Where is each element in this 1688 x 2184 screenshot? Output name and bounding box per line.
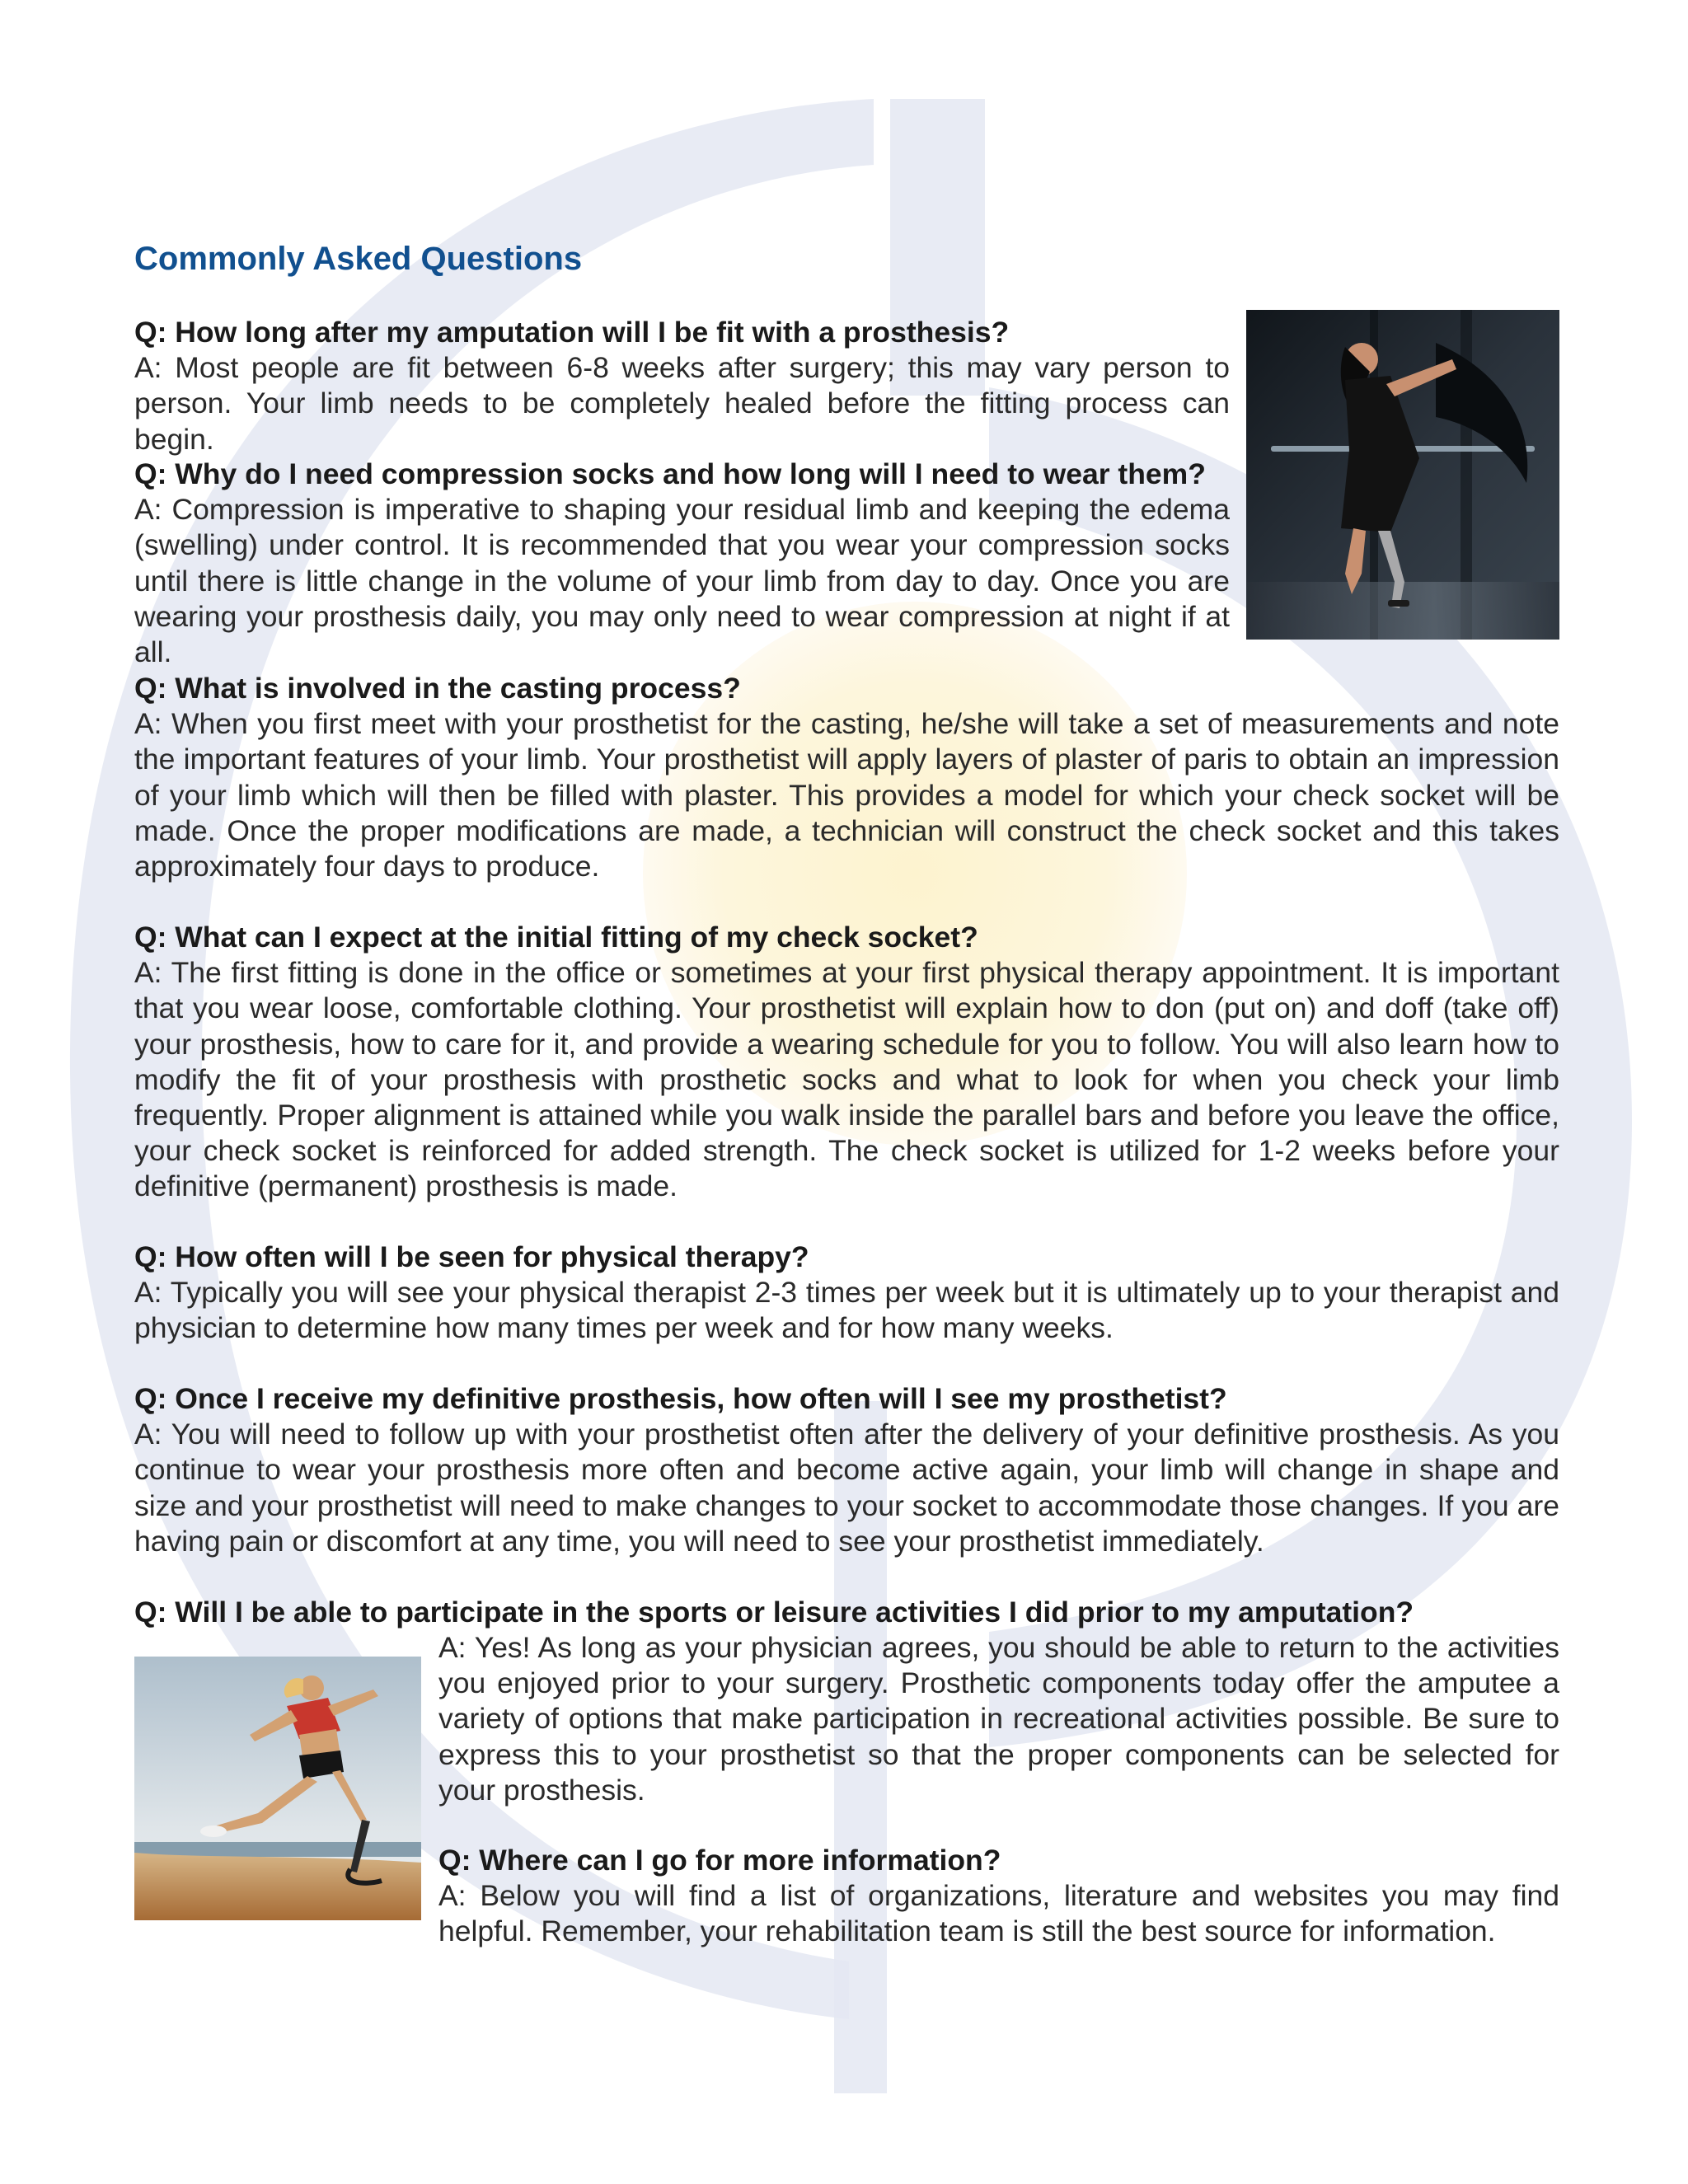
qa-item-fitting-time bbox=[134, 315, 1230, 457]
answer-text: A: Compression is imperative to shaping your residual limb and keeping the edema (swelling) under control. It is recommended that you wear your compression socks until there is little change in the volume of your limb from day to day. Once you are wearing your prosthesis daily, you may only need to wear compression at night if at all. bbox=[134, 493, 1230, 669]
qa-item-more-information bbox=[438, 1843, 1559, 1950]
question-text: Q: Why do I need compression socks and how long will I need to wear them? bbox=[134, 457, 1206, 490]
answer-text: A: Typically you will see your physical therapist 2-3 times per week but it is ultimately up to your therapist and physician to determine how many times per week and for how many weeks. bbox=[134, 1276, 1559, 1345]
qa-item-casting-process bbox=[134, 671, 1559, 884]
answer-text: A: Yes! As long as your physician agrees, you should be able to return to the activities you enjoyed prior to your surgery. Prosthetic components today offer the amputee a variety of options that make participation in recreational activities possible. Be sure to express this to your prosthetist so that the proper components can be selected for your prosthesis. bbox=[438, 1631, 1559, 1807]
answer-text: A: Most people are fit between 6-8 weeks after surgery; this may vary person to person. Your limb needs to be completely healed before the fitting process can begin. bbox=[134, 351, 1230, 456]
question-text: Q: Where can I go for more information? bbox=[438, 1844, 1001, 1877]
qa-item-sports-answer bbox=[438, 1630, 1559, 1808]
qa-item-sports-question bbox=[134, 1595, 1559, 1630]
answer-text: A: You will need to follow up with your prosthetist often after the delivery of your definitive prosthesis. As you continue to wear your prosthesis more often and become active again, your limb will change in shape and size and your prosthetist will need to make changes to your socket to accommodate those changes. If you are having pain or discomfort at any time, you will need to see your prosthetist immediately. bbox=[134, 1418, 1559, 1558]
question-text: Q: What is involved in the casting process? bbox=[134, 672, 741, 705]
page-title: Commonly Asked Questions bbox=[134, 241, 583, 277]
question-text: Q: How often will I be seen for physical therapy? bbox=[134, 1240, 809, 1273]
answer-text: A: Below you will find a list of organizations, literature and websites you may find helpful. Remember, your rehabilitation team is still the best source for information. bbox=[438, 1879, 1559, 1948]
answer-text: A: When you first meet with your prosthetist for the casting, he/she will take a set of measurements and note the important features of your limb. Your prosthetist will apply layers of plaster of paris to obtain an impression of your limb which will then be filled with plaster. This provides a model for which your check socket will be made. Once the proper modifications are made, a technician will construct the check socket and this takes approximately four days to produce. bbox=[134, 707, 1559, 883]
question-text: Q: What can I expect at the initial fitting of my check socket? bbox=[134, 921, 978, 954]
qa-item-physical-therapy bbox=[134, 1240, 1559, 1347]
qa-item-initial-fitting bbox=[134, 920, 1559, 1205]
question-text: Q: Once I receive my definitive prosthesis, how often will I see my prosthetist? bbox=[134, 1382, 1227, 1415]
question-text: Q: How long after my amputation will I be fit with a prosthesis? bbox=[134, 316, 1010, 349]
photo-runner-prosthetic-leg bbox=[134, 1657, 421, 1920]
photo-woman-prosthetic-leg bbox=[1246, 310, 1559, 640]
question-text: Q: Will I be able to participate in the sports or leisure activities I did prior to my amputation? bbox=[134, 1596, 1414, 1629]
answer-text: A: The first fitting is done in the office or sometimes at your first physical therapy appointment. It is important that you wear loose, comfortable clothing. Your prosthetist will explain how to don (put on) and doff (take off) your prosthesis, how to care for it, and provide a wearing schedule for you to follow. You will also learn how to modify the fit of your prosthesis with prosthetic socks and what to look for when you check your limb frequently. Proper alignment is attained while you walk inside the parallel bars and before you leave the office, your check socket is reinforced for added strength. The check socket is utilized for 1-2 weeks before your definitive (permanent) prosthesis is made. bbox=[134, 956, 1559, 1203]
qa-item-compression-socks bbox=[134, 457, 1230, 670]
qa-item-prosthetist-visits bbox=[134, 1381, 1559, 1559]
